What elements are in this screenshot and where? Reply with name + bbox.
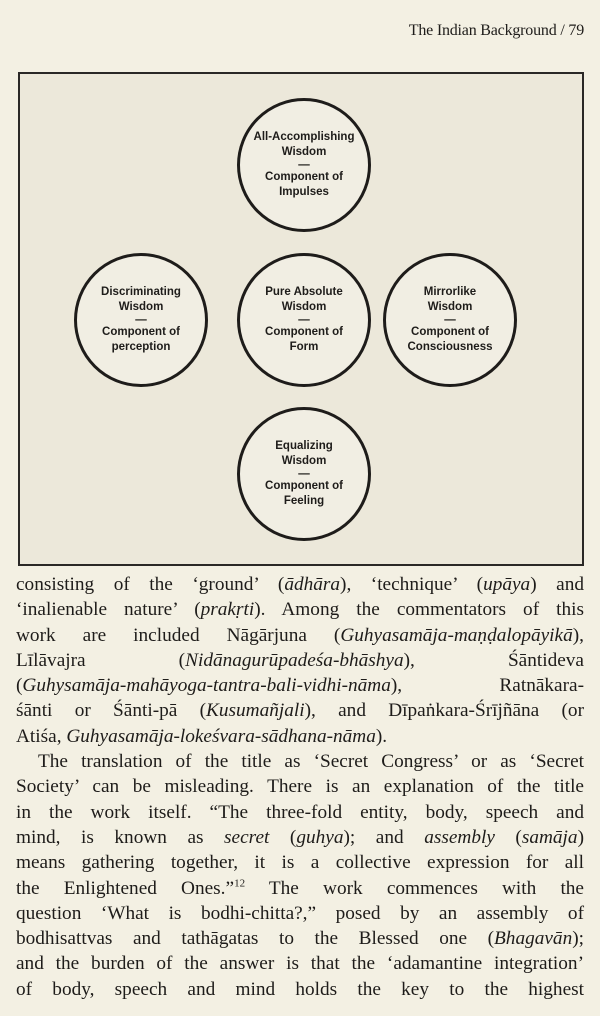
text-segment: ), (572, 624, 584, 646)
text-segment: Līlāvajra ( (16, 649, 186, 671)
text-line (16, 623, 584, 648)
text-line (16, 673, 584, 698)
italic-term: assembly (424, 826, 495, 848)
wisdom-label: Wisdom (118, 301, 164, 313)
circle-equalizing-wisdom (237, 407, 371, 541)
wisdom-label: Wisdom (281, 301, 327, 313)
text-segment: mind, is known as (16, 826, 225, 848)
italic-term: Guhysamāja-mahāyoga-tantra-bali-vidhi-nāma (22, 675, 391, 697)
wisdom-label: All-Accomplishing (253, 131, 355, 143)
text-segment: work are included Nāgārjuna ( (16, 624, 341, 646)
text-line (16, 698, 584, 723)
text-segment: The translation of the title as ‘Secret Congress’ or as ‘Secret (38, 751, 584, 773)
text-segment: ‘inalienable nature’ ( (16, 599, 201, 621)
italic-term: Bhagavān (494, 928, 573, 950)
body-text (16, 572, 584, 1002)
italic-term: samāja (521, 826, 578, 848)
circle-mirrorlike-wisdom (383, 253, 517, 387)
italic-term: Nidānagurūpadeśa-bhāshya (185, 649, 404, 671)
header-separator: / (560, 22, 565, 39)
text-segment: in the work itself. “The three-fold entity, body, speech and (16, 801, 584, 823)
running-title: The Indian Background (408, 22, 557, 39)
text-segment: ); (572, 928, 584, 950)
component-label: Component of (265, 480, 343, 492)
text-segment: ). Among the commentators of this (254, 599, 584, 621)
italic-term: ādhāra (284, 574, 341, 595)
component-label: Component of (102, 326, 180, 338)
italic-term: prakṛti (200, 599, 255, 621)
text-segment: means gathering together, it is a collective expression for all (16, 852, 584, 874)
component-label: Impulses (279, 186, 329, 198)
circle-pure-absolute-wisdom (237, 253, 371, 387)
dash: — (135, 314, 147, 326)
text-line (16, 926, 584, 951)
text-segment: ) (577, 826, 584, 848)
wisdom-label: Pure Absolute (265, 286, 343, 298)
text-line (16, 901, 584, 926)
text-segment: ), Śāntideva (403, 649, 584, 671)
component-label: Component of (265, 326, 343, 338)
text-line (16, 876, 584, 901)
running-header (409, 22, 584, 40)
text-line (16, 850, 584, 875)
text-segment: the Enlightened Ones.” (16, 877, 235, 899)
text-line (16, 825, 584, 850)
text-segment: The work commences with the (245, 877, 584, 899)
text-segment: ); and (343, 826, 425, 848)
italic-term: Guhyasamāja-lokeśvara-sādhana-nāma (66, 725, 376, 747)
text-segment: Atiśa, (16, 725, 67, 747)
text-line (16, 774, 584, 799)
text-segment: ), ‘technique’ ( (340, 574, 484, 595)
italic-term: secret (224, 826, 270, 848)
text-line (16, 597, 584, 622)
text-segment: ( (16, 675, 23, 697)
dash: — (444, 314, 456, 326)
text-line (16, 977, 584, 1002)
component-label: Consciousness (407, 341, 493, 353)
text-segment: Society’ can be misleading. There is an explanation of the title (16, 776, 584, 798)
text-segment: ), and Dīpaṅkara-Śrījñāna (or (304, 700, 584, 722)
footnote-ref: 12 (234, 877, 246, 890)
italic-term: upāya (483, 574, 531, 595)
text-line (16, 749, 584, 774)
wisdom-label: Discriminating (101, 286, 181, 298)
component-label: Form (289, 341, 319, 353)
text-segment: ), Ratnākara- (390, 675, 584, 697)
wisdom-label: Wisdom (281, 455, 327, 467)
circle-discriminating-wisdom (74, 253, 208, 387)
component-label: Component of (265, 171, 343, 183)
wisdom-label: Wisdom (427, 301, 473, 313)
text-segment: ). (375, 725, 388, 747)
italic-term: guhya (296, 826, 344, 848)
dash: — (298, 468, 310, 480)
text-segment: question ‘What is bodhi-chitta?,” posed by an assembly of (16, 902, 584, 924)
component-label: perception (111, 341, 171, 353)
circle-all-accomplishing-wisdom (237, 98, 371, 232)
wisdom-label: Mirrorlike (423, 286, 477, 298)
text-segment: ( (269, 826, 297, 848)
text-segment: and the burden of the answer is that the ‘adamantine integration’ (16, 953, 584, 975)
wisdom-label: Wisdom (281, 146, 327, 158)
text-segment: ( (494, 826, 522, 848)
italic-term: Kusumañjali (206, 700, 305, 722)
text-line (16, 951, 584, 976)
page-number: 79 (568, 22, 584, 39)
dash: — (298, 159, 310, 171)
text-line (16, 572, 584, 597)
component-label: Component of (411, 326, 489, 338)
text-segment: ) and (530, 574, 584, 595)
five-wisdoms-diagram (18, 72, 584, 566)
text-segment: śānti or Śānti-pā ( (16, 700, 207, 722)
italic-term: Guhyasamāja-maṇḍalopāyikā (340, 624, 573, 646)
wisdom-label: Equalizing (275, 440, 333, 452)
text-line (16, 800, 584, 825)
text-segment: bodhisattvas and tathāgatas to the Blessed one ( (16, 928, 495, 950)
component-label: Feeling (283, 495, 325, 507)
text-segment: of body, speech and mind holds the key to the highest (16, 978, 584, 1000)
text-line (16, 648, 584, 673)
text-line (16, 724, 584, 749)
dash: — (298, 314, 310, 326)
text-segment: consisting of the ‘ground’ ( (16, 574, 285, 595)
